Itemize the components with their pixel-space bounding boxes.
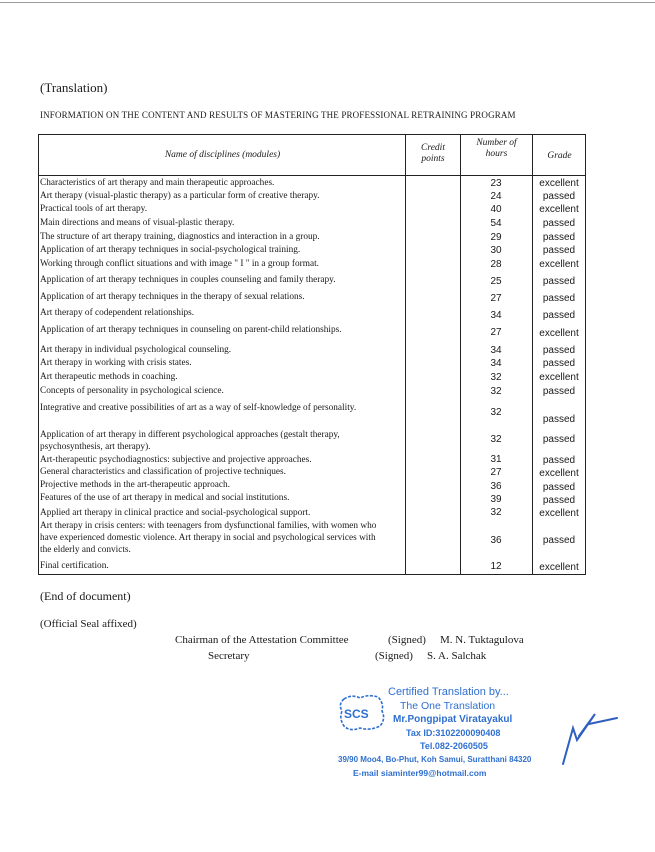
document-title: INFORMATION ON THE CONTENT AND RESULTS OF MASTERING THE PROFESSIONAL RETRAINING PROGRAM (40, 110, 516, 120)
discipline-name: Applied art therapy in clinical practice and social-psychological support. (40, 508, 311, 518)
discipline-hours: 28 (490, 259, 502, 270)
discipline-hours: 32 (490, 434, 502, 445)
discipline-grade: passed (542, 414, 576, 425)
translator-stamp (338, 683, 538, 783)
chairman-name: M. N. Tuktagulova (440, 634, 524, 646)
discipline-grade: excellent (539, 508, 579, 519)
discipline-hours: 54 (490, 218, 502, 229)
header-hours-line2: hours (485, 149, 508, 159)
discipline-grade: passed (542, 482, 576, 493)
discipline-hours: 27 (490, 293, 502, 304)
translation-label: (Translation) (40, 80, 108, 95)
discipline-name: Features of the use of art therapy in medical and social institutions. (40, 493, 290, 503)
discipline-grade: passed (542, 495, 576, 506)
discipline-hours: 24 (490, 191, 502, 202)
discipline-name: General characteristics and classification of projective techniques. (40, 467, 286, 477)
header-hours-line1: Number of (476, 138, 517, 148)
discipline-hours: 31 (490, 454, 502, 465)
official-seal-note: (Official Seal affixed) (40, 618, 137, 630)
stamp-line-7: E-mail siaminter99@hotmail.com (353, 768, 487, 778)
chairman-signed: (Signed) (388, 634, 426, 646)
discipline-name: Art therapy in crisis centers: with teenagers from dysfunctional families, with women who have experienced domestic violence. Art therapy in social and psychological services with the elderly and convicts. (40, 521, 377, 555)
discipline-name: Application of art therapy techniques in social-psychological training. (40, 245, 301, 255)
discipline-name: Main directions and means of visual-plastic therapy. (40, 218, 235, 228)
stamp-line-5: Tel.082-2060505 (420, 741, 488, 751)
stamp-line-4: Tax ID:3102200090408 (406, 728, 501, 738)
discipline-hours: 27 (490, 467, 502, 478)
discipline-grade: passed (542, 218, 576, 229)
discipline-grade: passed (542, 535, 576, 546)
column-divider-credit (405, 134, 406, 575)
discipline-hours: 39 (490, 494, 502, 505)
discipline-name: Practical tools of art therapy. (40, 204, 148, 214)
discipline-name: Art therapy of codependent relationships. (40, 308, 195, 318)
discipline-name: Application of art therapy in different psychological approaches (gestalt therapy, psychosynthesis, art therapy). (40, 430, 340, 452)
table-header-divider (38, 175, 586, 176)
discipline-hours: 34 (490, 345, 502, 356)
discipline-grade: passed (542, 455, 576, 466)
discipline-grade: excellent (539, 259, 579, 270)
discipline-grade: passed (542, 232, 576, 243)
discipline-hours: 34 (490, 310, 502, 321)
discipline-hours: 32 (490, 386, 502, 397)
header-credit (406, 143, 460, 165)
discipline-grade: passed (542, 191, 576, 202)
end-of-document: (End of document) (40, 589, 131, 603)
discipline-grade: passed (542, 434, 576, 445)
discipline-name: Art therapeutic methods in coaching. (40, 372, 178, 382)
secretary-signed: (Signed) (375, 650, 413, 662)
discipline-grade: excellent (539, 468, 579, 479)
discipline-hours: 29 (490, 232, 502, 243)
discipline-hours: 36 (490, 481, 502, 492)
discipline-grade: excellent (539, 372, 579, 383)
stamp-line-6: 39/90 Moo4, Bo-Phut, Koh Samui, Suratthani 84320 (338, 755, 532, 764)
header-hours (461, 138, 532, 160)
discipline-grade: passed (542, 358, 576, 369)
stamp-line-2: The One Translation (400, 700, 496, 712)
discipline-name: Art therapy (visual-plastic therapy) as a particular form of creative therapy. (40, 191, 320, 201)
discipline-name: Characteristics of art therapy and main therapeutic approaches. (40, 178, 275, 188)
discipline-grade: excellent (539, 328, 579, 339)
discipline-hours: 23 (490, 178, 502, 189)
stamp-line-3: Mr.Pongpipat Viratayakul (393, 714, 513, 725)
secretary-role: Secretary (208, 650, 250, 662)
signature-mark-icon (555, 700, 625, 770)
stamp-line-1: Certified Translation by... (388, 686, 509, 698)
stamp-logo-text: SCS (344, 707, 369, 721)
discipline-hours: 34 (490, 358, 502, 369)
discipline-name: Integrative and creative possibilities of art as a way of self-knowledge of personality. (40, 403, 357, 413)
discipline-hours: 27 (490, 327, 502, 338)
discipline-hours: 40 (490, 204, 502, 215)
top-border-line (0, 2, 655, 3)
discipline-hours: 25 (490, 276, 502, 287)
discipline-grade: passed (542, 293, 576, 304)
discipline-grade: excellent (539, 562, 579, 573)
discipline-grade: passed (542, 345, 576, 356)
discipline-hours: 36 (490, 535, 502, 546)
discipline-name: Concepts of personality in psychological science. (40, 386, 224, 396)
discipline-hours: 32 (490, 507, 502, 518)
discipline-grade: passed (542, 310, 576, 321)
discipline-name: Projective methods in the art-therapeutic approach. (40, 480, 230, 490)
discipline-grade: excellent (539, 204, 579, 215)
discipline-grade: passed (542, 245, 576, 256)
header-name: Name of disciplines (modules) (164, 150, 281, 160)
header-grade: Grade (547, 151, 572, 161)
chairman-role: Chairman of the Attestation Committee (175, 634, 349, 646)
discipline-name: Application of art therapy techniques in couples counseling and family therapy. (40, 275, 336, 285)
discipline-grade: passed (542, 276, 576, 287)
discipline-name: Final certification. (40, 561, 109, 571)
discipline-name: The structure of art therapy training, diagnostics and interaction in a group. (40, 232, 320, 242)
discipline-grade: excellent (539, 178, 579, 189)
discipline-name: Art-therapeutic psychodiagnostics: subjective and projective approaches. (40, 455, 312, 465)
discipline-name: Application of art therapy techniques in counseling on parent-child relationships. (40, 325, 342, 335)
discipline-hours: 32 (490, 407, 502, 418)
header-credit-line1: Credit (421, 143, 445, 153)
discipline-hours: 12 (490, 561, 502, 572)
discipline-name: Application of art therapy techniques in the therapy of sexual relations. (40, 292, 305, 302)
secretary-name: S. A. Salchak (427, 650, 487, 662)
discipline-name: Art therapy in working with crisis states. (40, 358, 192, 368)
discipline-hours: 30 (490, 245, 502, 256)
header-credit-line2: points (421, 154, 445, 164)
discipline-grade: passed (542, 386, 576, 397)
discipline-name: Art therapy in individual psychological counseling. (40, 345, 232, 355)
discipline-name: Working through conflict situations and with image " I " in a group format. (40, 259, 319, 269)
discipline-hours: 32 (490, 372, 502, 383)
